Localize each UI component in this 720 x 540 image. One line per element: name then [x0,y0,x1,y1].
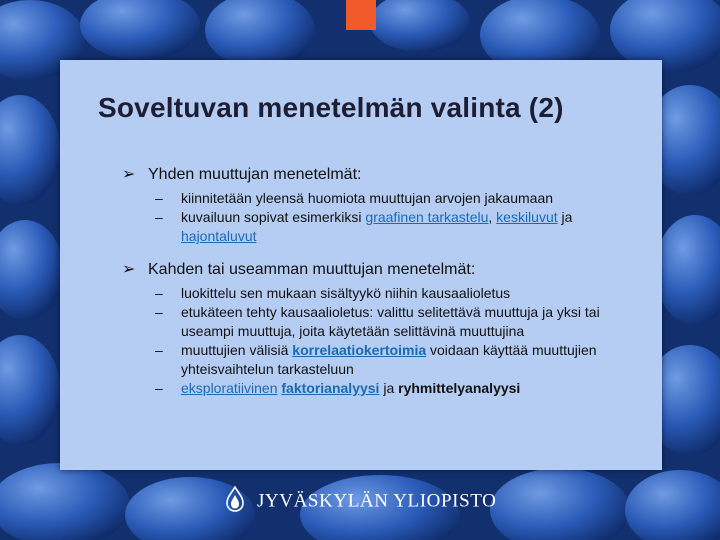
link-graafinen-tarkastelu[interactable]: graafinen tarkastelu [365,209,489,225]
item-text: kiinnitetään yleensä huomiota muuttujan arvojen jakaumaan [181,190,554,206]
sub-list [120,284,645,398]
section-heading [120,260,645,280]
dash-bullet: – [155,285,163,301]
list-item [120,284,645,303]
ryhmittelyanalyysi-text: ryhmittelyanalyysi [398,380,521,396]
link-faktorianalyysi[interactable]: faktorianalyysi [281,380,380,396]
section-heading-text: Kahden tai useamman muuttujan menetelmät: [148,261,476,278]
list-item [120,379,645,398]
dash-bullet: – [155,342,163,358]
item-text: ja [557,209,573,225]
item-text: muuttujien välisiä [181,342,293,358]
footer-text: JYVÄSKYLÄN YLIOPISTO [256,490,497,512]
item-text: luokittelu sen mukaan sisältyykö niihin kausaalioletus [181,285,511,301]
arrow-bullet-icon: ➢ [122,166,136,183]
item-text: voidaan käyttää muuttujien yhteisvaihtelun tarkasteluun [181,342,597,377]
section-multi-variable [120,260,645,398]
link-keskiluvut[interactable]: keskiluvut [496,209,558,225]
item-text: ja [379,380,399,396]
section-heading [120,165,645,185]
item-text: kuvailuun sopivat esimerkiksi [181,209,366,225]
section-single-variable [120,165,645,246]
section-heading-text: Yhden muuttujan menetelmät: [148,166,362,183]
dash-bullet: – [155,304,163,320]
accent-square [346,0,376,30]
dash-bullet: – [155,209,163,225]
university-footer [0,486,720,518]
item-text: etukäteen tehty kausaalioletus: valittu selitettävä muuttuja ja yksi tai useampi muuttuja, joita käytetään selittävinä muuttujina [181,304,600,339]
link-hajontaluvut[interactable]: hajontaluvut [181,228,257,244]
link-eksploratiivinen[interactable]: eksploratiivinen [181,380,278,396]
list-item [120,189,645,208]
list-item [120,341,645,379]
list-item [120,208,645,246]
link-korrelaatiokertoimia[interactable]: korrelaatiokertoimia [292,342,427,358]
bullet-list [120,165,645,412]
slide-title: Soveltuvan menetelmän valinta (2) [98,92,564,123]
university-flame-logo-icon [224,486,246,518]
sub-list [120,189,645,246]
list-item [120,303,645,341]
dash-bullet: – [155,380,163,396]
item-text: , [488,209,497,225]
arrow-bullet-icon: ➢ [122,261,136,278]
dash-bullet: – [155,190,163,206]
